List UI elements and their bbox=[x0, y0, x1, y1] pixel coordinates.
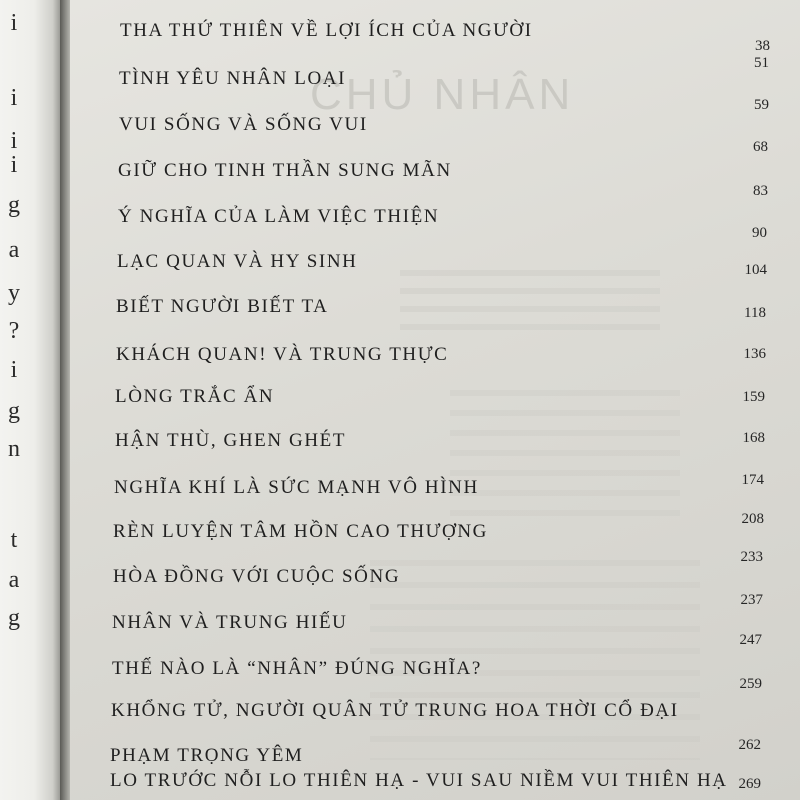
toc-entry-title: HẬN THÙ, GHEN GHÉT bbox=[115, 430, 347, 451]
toc-entry-title: KHỔNG TỬ, NGƯỜI QUÂN TỬ TRUNG HOA THỜI CỔ ĐẠI bbox=[111, 700, 679, 721]
toc-entry-title: THẾ NÀO LÀ “NHÂN” ĐÚNG NGHĨA? bbox=[112, 658, 482, 679]
toc-entry-title: NGHĨA KHÍ LÀ SỨC MẠNH VÔ HÌNH bbox=[114, 477, 479, 498]
toc-entry-page-number: 68 bbox=[753, 139, 768, 155]
toc-entry-page-number: 233 bbox=[740, 549, 763, 565]
toc-entry-title: Ý NGHĨA CỦA LÀM VIỆC THIỆN bbox=[118, 206, 440, 227]
toc-entry-title: LÒNG TRẮC ẨN bbox=[115, 386, 275, 407]
toc-entry-page-number: 90 bbox=[752, 225, 767, 241]
toc-entry-title: HÒA ĐỒNG VỚI CUỘC SỐNG bbox=[113, 566, 401, 587]
toc-entry-page-number: 118 bbox=[744, 305, 766, 321]
show-through-block bbox=[400, 270, 660, 340]
toc-entry-title: LO TRƯỚC NỖI LO THIÊN HẠ - VUI SAU NIỀM VUI THIÊN HẠ bbox=[110, 770, 728, 791]
toc-entry-page-number: 168 bbox=[742, 430, 765, 446]
toc-entry-page-number: 269 bbox=[738, 776, 761, 792]
book-gutter bbox=[60, 0, 70, 800]
toc-entry-page-number: 38 bbox=[755, 38, 770, 54]
toc-entry-page-number: 262 bbox=[738, 737, 761, 753]
toc-entry-page-number: 83 bbox=[753, 183, 768, 199]
toc-entry-page-number: 247 bbox=[739, 632, 762, 648]
toc-entry-title: PHẠM TRỌNG YÊM bbox=[110, 745, 304, 766]
left-page-character: g bbox=[8, 605, 20, 631]
toc-entry-page-number: 159 bbox=[742, 389, 765, 405]
left-page-character: i bbox=[10, 85, 18, 111]
toc-entry-page-number: 237 bbox=[740, 592, 763, 608]
toc-entry-page-number: 174 bbox=[741, 472, 764, 488]
show-through-block bbox=[450, 390, 680, 520]
left-page-character: i bbox=[10, 152, 18, 178]
toc-entry-title: THA THỨ THIÊN VỀ LỢI ÍCH CỦA NGƯỜI bbox=[120, 20, 533, 41]
left-page-character: i bbox=[10, 10, 18, 36]
toc-entry-title: KHÁCH QUAN! VÀ TRUNG THỰC bbox=[116, 344, 449, 365]
left-page-character: i bbox=[10, 357, 18, 383]
left-page-character: t bbox=[10, 527, 18, 553]
toc-entry-title: NHÂN VÀ TRUNG HIẾU bbox=[112, 612, 348, 633]
left-page-character: i bbox=[10, 128, 18, 154]
toc-entry-title: LẠC QUAN VÀ HY SINH bbox=[117, 251, 358, 272]
left-page-character: a bbox=[8, 567, 20, 593]
left-page-character: n bbox=[8, 436, 20, 462]
left-page-character: y bbox=[8, 280, 20, 306]
show-through-heading: CHỦ NHÂN bbox=[310, 70, 575, 119]
toc-entry-page-number: 59 bbox=[754, 97, 769, 113]
left-page-character: g bbox=[8, 398, 20, 424]
left-page-character: g bbox=[8, 192, 20, 218]
toc-entry-page-number: 208 bbox=[741, 511, 764, 527]
toc-entry-page-number: 51 bbox=[754, 55, 769, 71]
toc-entry-title: TÌNH YÊU NHÂN LOẠI bbox=[119, 68, 347, 89]
left-page-character: a bbox=[8, 237, 20, 263]
toc-entry-title: RÈN LUYỆN TÂM HỒN CAO THƯỢNG bbox=[113, 521, 488, 542]
toc-entry-title: VUI SỐNG VÀ SỐNG VUI bbox=[119, 114, 368, 135]
toc-entry-title: GIỮ CHO TINH THẦN SUNG MÃN bbox=[118, 160, 452, 181]
toc-entry-page-number: 136 bbox=[743, 346, 766, 362]
left-page-character: ? bbox=[8, 318, 20, 344]
toc-entry-page-number: 259 bbox=[739, 676, 762, 692]
toc-entry-title: BIẾT NGƯỜI BIẾT TA bbox=[116, 296, 329, 317]
toc-entry-page-number: 104 bbox=[744, 262, 767, 278]
